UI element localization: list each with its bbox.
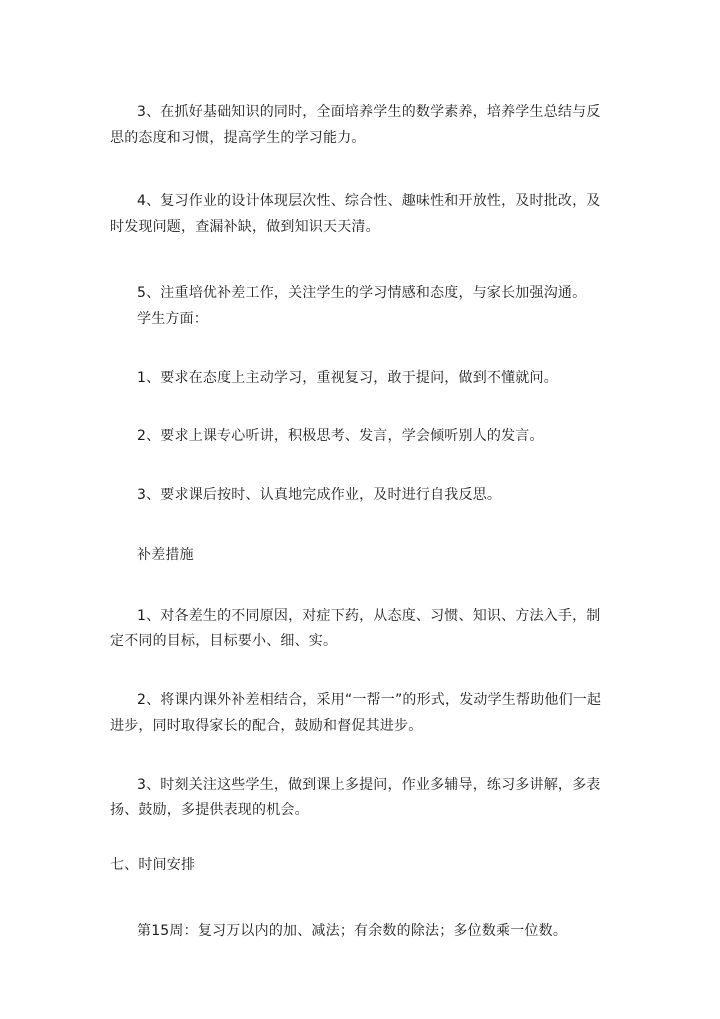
paragraph-9-line-1: 1、对各差生的不同原因，对症下药，从态度、习惯、知识、方法入手，制 xyxy=(137,608,601,624)
paragraph-6: 2、要求上课专心听讲，积极思考、发言，学会倾听别人的发言。 xyxy=(137,428,544,444)
paragraph-11-line-1: 3、时刻关注这些学生，做到课上多提问，作业多辅导，练习多讲解，多表 xyxy=(137,777,601,793)
paragraph-5: 1、要求在态度上主动学习，重视复习，敢于提问，做到不懂就问。 xyxy=(137,370,558,386)
paragraph-10-line-1: 2、将课内课外补差相结合，采用“一帮一”的形式，发动学生帮助他们一起 xyxy=(137,692,602,708)
section-heading-schedule: 七、时间安排 xyxy=(110,857,196,873)
paragraph-4-heading: 学生方面： xyxy=(137,311,208,327)
paragraph-10-line-2: 进步，同时取得家长的配合，鼓励和督促其进步。 xyxy=(110,718,423,734)
paragraph-2-line-2: 时发现问题，查漏补缺，做到知识天天清。 xyxy=(110,219,380,235)
paragraph-2-line-1: 4、复习作业的设计体现层次性、综合性、趣味性和开放性，及时批改，及 xyxy=(137,193,601,209)
paragraph-3: 5、注重培优补差工作，关注学生的学习情感和态度，与家长加强沟通。 xyxy=(137,285,587,301)
paragraph-1-line-2: 思的态度和习惯，提高学生的学习能力。 xyxy=(110,130,366,146)
paragraph-7: 3、要求课后按时、认真地完成作业，及时进行自我反思。 xyxy=(137,487,502,503)
paragraph-13: 第15周：复习万以内的加、减法；有余数的除法；多位数乘一位数。 xyxy=(137,923,568,939)
paragraph-11-line-2: 扬、鼓励，多提供表现的机会。 xyxy=(110,802,309,818)
paragraph-1-line-1: 3、在抓好基础知识的同时，全面培养学生的数学素养，培养学生总结与反 xyxy=(137,104,601,120)
paragraph-9-line-2: 定不同的目标，目标要小、细、实。 xyxy=(110,633,338,649)
paragraph-8-heading: 补差措施 xyxy=(137,547,194,563)
